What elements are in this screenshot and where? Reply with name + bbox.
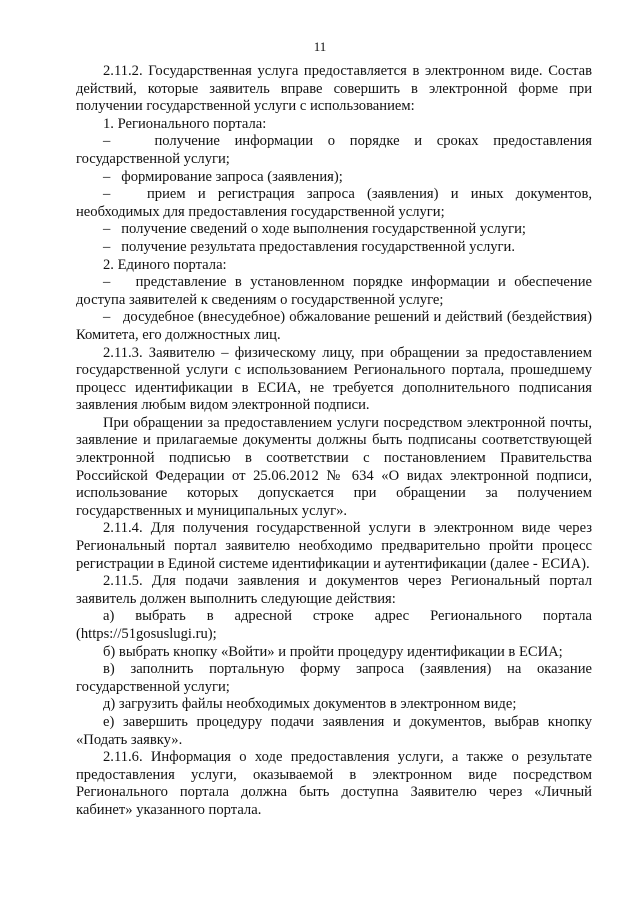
list-item: – прием и регистрация запроса (заявления) и иных документов, необходимых для предоставления государственной услуги; xyxy=(76,186,592,221)
paragraph: 2. Единого портала: xyxy=(103,256,227,273)
paragraph: 1. Регионального портала: xyxy=(103,115,267,132)
paragraph: е) завершить процедуру подачи заявления и документов, выбрав кнопку «Подать заявку». xyxy=(76,713,592,748)
list-item: – представление в установленном порядке информации и обеспечение доступа заявителей к сведениям о государственной услуге; xyxy=(76,274,592,309)
paragraph: 2.11.6. Информация о ходе предоставления услуги, а также о результате предоставления услуги, оказываемой в электронном виде посредством Регионального портала должна быть доступна Заявителю через «Личный кабинет» указанного портала. xyxy=(76,749,592,818)
list-item: – формирование запроса (заявления); xyxy=(76,169,592,187)
list-item: – досудебное (внесудебное) обжалование решений и действий (бездействия) Комитета, его должностных лиц. xyxy=(76,309,592,344)
paragraph: а) выбрать в адресной строке адрес Регионального портала (https://51gosuslugi.ru); xyxy=(76,608,592,642)
list-item: – получение результата предоставления государственной услуги. xyxy=(76,239,592,257)
paragraph: 2.11.5. Для подачи заявления и документов через Региональный портал заявитель должен выполнить следующие действия: xyxy=(76,573,592,607)
paragraph: б) выбрать кнопку «Войти» и пройти процедуру идентификации в ЕСИА; xyxy=(103,643,563,660)
list-item: – получение информации о порядке и сроках предоставления государственной услуги; xyxy=(76,133,592,168)
paragraph: в) заполнить портальную форму запроса (заявления) на оказание государственной услуги; xyxy=(76,661,592,695)
document-body xyxy=(76,63,592,820)
paragraph: При обращении за предоставлением услуги посредством электронной почты, заявление и прилагаемые документы должны быть подписаны соответствующей электронной подписью в соответствии с постановлением Правительства Российской Федерации от 25.06.2012 № 634 «О видах электронной подписи, использование которых допускается при обращении за получением государственных и муниципальных услуг». xyxy=(76,414,592,519)
paragraph: 2.11.2. Государственная услуга предоставляется в электронном виде. Состав действий, которые заявитель вправе совершить в электронной форме при получении государственной услуги с использованием: xyxy=(76,63,592,115)
paragraph: д) загрузить файлы необходимых документов в электронном виде; xyxy=(103,696,517,713)
paragraph: 2.11.3. Заявителю – физическому лицу, при обращении за предоставлением государственной услуги с использованием Регионального портала, прошедшему процесс идентификации в ЕСИА, не требуется дополнительного подписания заявления любым видом электронной подписи. xyxy=(76,344,592,414)
paragraph: 2.11.4. Для получения государственной услуги в электронном виде через Региональный портал заявителю необходимо предварительно пройти процесс регистрации в Единой системе идентификации и аутентификации (далее - ЕСИА). xyxy=(76,520,592,572)
page-number: 11 xyxy=(313,39,327,54)
list-item: – получение сведений о ходе выполнения государственной услуги; xyxy=(76,221,592,239)
